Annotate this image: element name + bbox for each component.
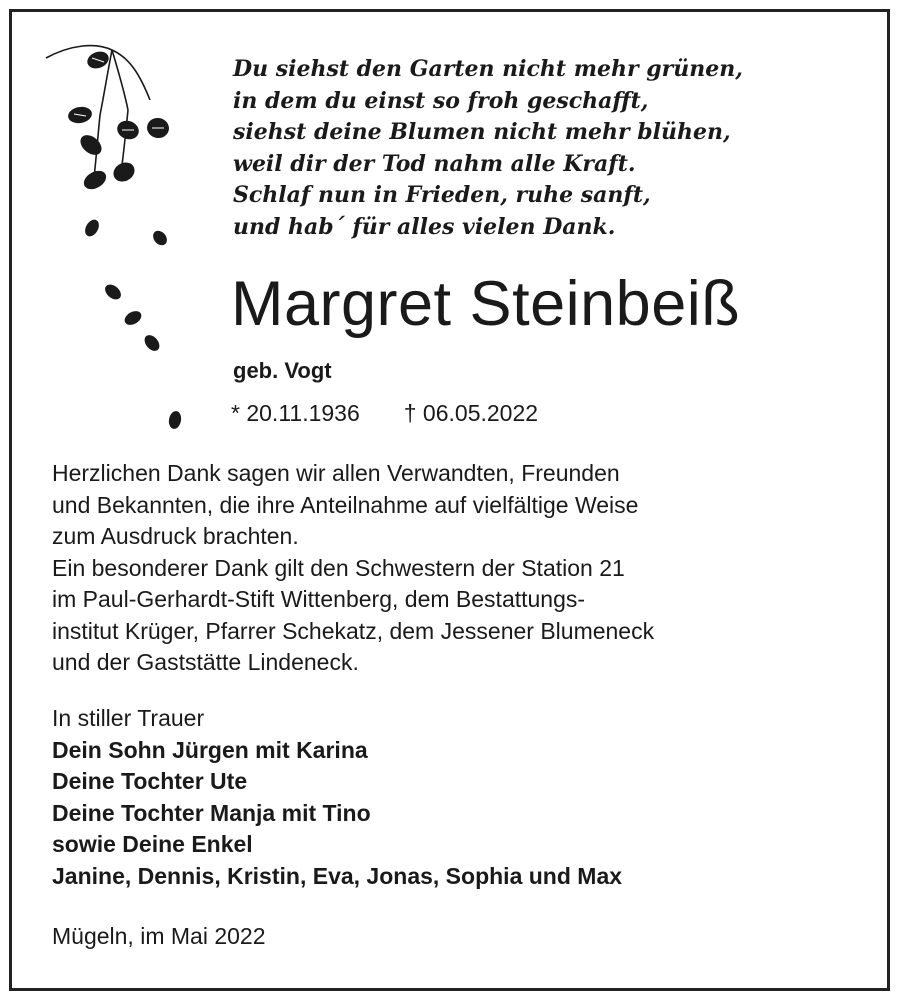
poem-line: in dem du einst so froh geschafft, [233, 87, 649, 114]
poem [233, 54, 873, 243]
poem-line: siehst deine Blumen nicht mehr blühen, [233, 119, 731, 145]
poem-line: Schlaf nun in Frieden, ruhe sanft, [233, 182, 651, 208]
deceased-name: Margret Steinbeiß [231, 269, 741, 339]
mourner-line: Dein Sohn Jürgen mit Karina [52, 736, 368, 763]
mourner-line: Deine Tochter Ute [52, 768, 248, 794]
birth-date: * 20.11.1936 [231, 400, 360, 426]
thanks-line: und der Gaststätte Lindeneck. [52, 649, 359, 675]
place-date: Mügeln, im Mai 2022 [52, 923, 266, 949]
life-dates [231, 400, 538, 427]
poem-line: Du siehst den Garten nicht mehr grünen, [233, 56, 743, 82]
thanks-line: Ein besonderer Dank gilt den Schwestern der Station 21 [52, 554, 625, 581]
mourners-intro: In stiller Trauer [52, 705, 205, 731]
thanks-line: zum Ausdruck brachten. [52, 523, 299, 549]
mourner-line: Janine, Dennis, Kristin, Eva, Jonas, Sophia und Max [52, 862, 623, 889]
death-date: † 06.05.2022 [403, 400, 539, 426]
thanks-line: und Bekannten, die ihre Anteilnahme auf vielfältige Weise [52, 491, 639, 518]
thanks-line: im Paul-Gerhardt-Stift Wittenberg, dem Bestattungs- [52, 586, 586, 612]
mourner-line: sowie Deine Enkel [52, 831, 253, 857]
thanks-line: institut Krüger, Pfarrer Schekatz, dem Jessener Blumeneck [52, 617, 655, 644]
thanks-line: Herzlichen Dank sagen wir allen Verwandten, Freunden [52, 460, 620, 486]
thanks-text [52, 458, 872, 679]
mourners [52, 703, 622, 892]
maiden-name: geb. Vogt [233, 358, 332, 383]
poem-line: und hab´ für alles vielen Dank. [233, 213, 616, 240]
poem-line: weil dir der Tod nahm alle Kraft. [233, 150, 636, 177]
mourner-line: Deine Tochter Manja mit Tino [52, 799, 371, 826]
